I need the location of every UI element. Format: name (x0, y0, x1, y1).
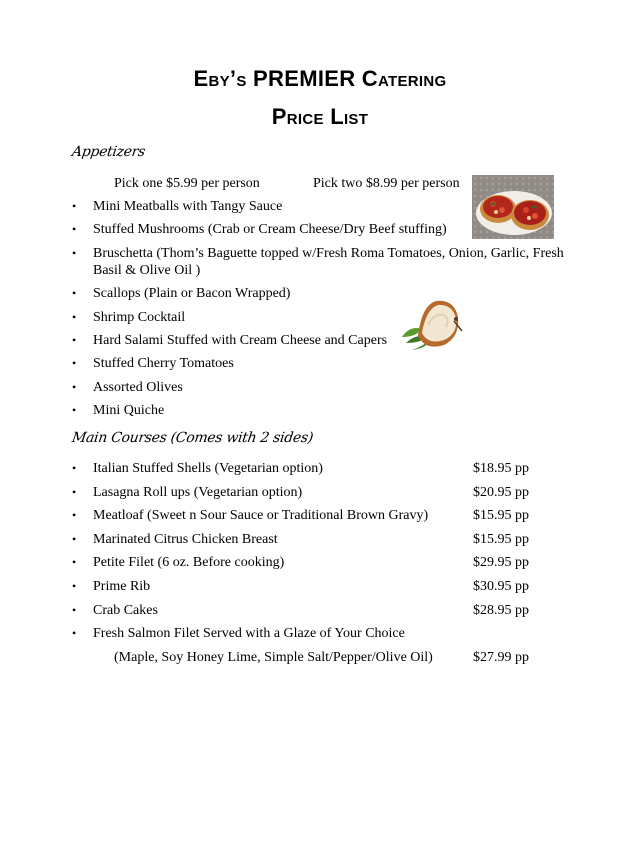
main-course-name: Marinated Citrus Chicken Breast (93, 531, 278, 547)
appetizer-name: Mini Meatballs with Tangy Sauce (93, 199, 283, 214)
main-course-name: Meatloaf (Sweet n Sour Sauce or Traditional Brown Gravy) (93, 508, 429, 524)
appetizers-heading: Appetizers (70, 144, 147, 160)
main-course-list (72, 460, 542, 649)
main-course-price: $20.95 pp (473, 484, 529, 500)
list-item: • Bruschetta (Thom’s Baguette topped w/Fresh Roma Tomatoes, Onion, Garlic, Fresh Basil & Olive Oil ) (72, 245, 564, 278)
list-item: • Marinated Citrus Chicken Breast $15.95 pp (72, 531, 529, 547)
appetizer-name: Shrimp Cocktail (93, 309, 186, 325)
appetizer-name: Hard Salami Stuffed with Cream Cheese and Capers (93, 332, 388, 348)
appetizer-name: Assorted Olives (93, 379, 183, 395)
main-course-price: $18.95 pp (473, 461, 529, 476)
list-item: • Lasagna Roll ups (Vegetarian option) $20.95 pp (72, 484, 529, 500)
list-item: • Fresh Salmon Filet Served with a Glaze of Your Choice (72, 626, 405, 642)
main-course-price: $15.95 pp (473, 508, 529, 524)
main-course-name: Crab Cakes (93, 602, 158, 618)
main-course-price: $30.95 pp (473, 578, 529, 594)
main-course-name: Italian Stuffed Shells (Vegetarian option) (93, 461, 323, 476)
main-courses-heading: Main Courses (Comes with 2 sides) (70, 430, 315, 446)
salmon-price: $27.99 pp (473, 650, 529, 665)
list-item: • Mini Meatballs with Tangy Sauce (72, 199, 283, 214)
main-course-name: Lasagna Roll ups (Vegetarian option) (93, 484, 303, 500)
main-course-name: Fresh Salmon Filet Served with a Glaze of Your Choice (93, 626, 405, 642)
appetizer-name: Mini Quiche (93, 403, 165, 419)
appetizer-list (72, 198, 582, 426)
main-course-name: Petite Filet (6 oz. Before cooking) (93, 555, 285, 571)
list-item: • Prime Rib $30.95 pp (72, 578, 529, 594)
main-course-name: Prime Rib (93, 578, 151, 594)
list-item: • Stuffed Cherry Tomatoes (72, 356, 234, 372)
list-item: • Petite Filet (6 oz. Before cooking) $29.95 pp (72, 555, 529, 571)
price-list-title: Price List (271, 104, 369, 129)
list-item: • Scallops (Plain or Bacon Wrapped) (72, 286, 291, 302)
list-item: • Hard Salami Stuffed with Cream Cheese and Capers (72, 332, 388, 348)
list-item: • Assorted Olives (72, 379, 183, 395)
list-item: • Mini Quiche (72, 403, 165, 419)
appetizer-name: Scallops (Plain or Bacon Wrapped) (93, 286, 291, 302)
list-item: • Meatloaf (Sweet n Sour Sauce or Traditional Brown Gravy) $15.95 pp (72, 508, 529, 524)
appetizer-name: Stuffed Cherry Tomatoes (93, 356, 234, 372)
main-course-price: $15.95 pp (473, 531, 529, 547)
list-item: • Italian Stuffed Shells (Vegetarian option) $18.95 pp (72, 461, 529, 476)
list-item: • Crab Cakes $28.95 pp (72, 602, 529, 618)
salami-cheese-photo (398, 295, 473, 358)
list-item: • Shrimp Cocktail (72, 309, 186, 325)
main-course-price: $28.95 pp (473, 602, 529, 618)
list-item: • Stuffed Mushrooms (Crab or Cream Cheese/Dry Beef stuffing) (72, 222, 447, 238)
appetizer-name: Bruschetta (Thom’s Baguette topped w/Fresh Roma Tomatoes, Onion, Garlic, Fresh Basil & Olive Oil ) (93, 245, 564, 278)
catering-title: Eby’s PREMIER Catering (193, 66, 447, 91)
pick-one-price: Pick one $5.99 per person (114, 176, 260, 191)
salmon-glaze-options: (Maple, Soy Honey Lime, Simple Salt/Pepper/Olive Oil) (114, 650, 433, 665)
appetizer-name: Stuffed Mushrooms (Crab or Cream Cheese/Dry Beef stuffing) (93, 222, 447, 238)
main-course-price: $29.95 pp (473, 555, 529, 571)
pick-two-price: Pick two $8.99 per person (313, 176, 460, 191)
